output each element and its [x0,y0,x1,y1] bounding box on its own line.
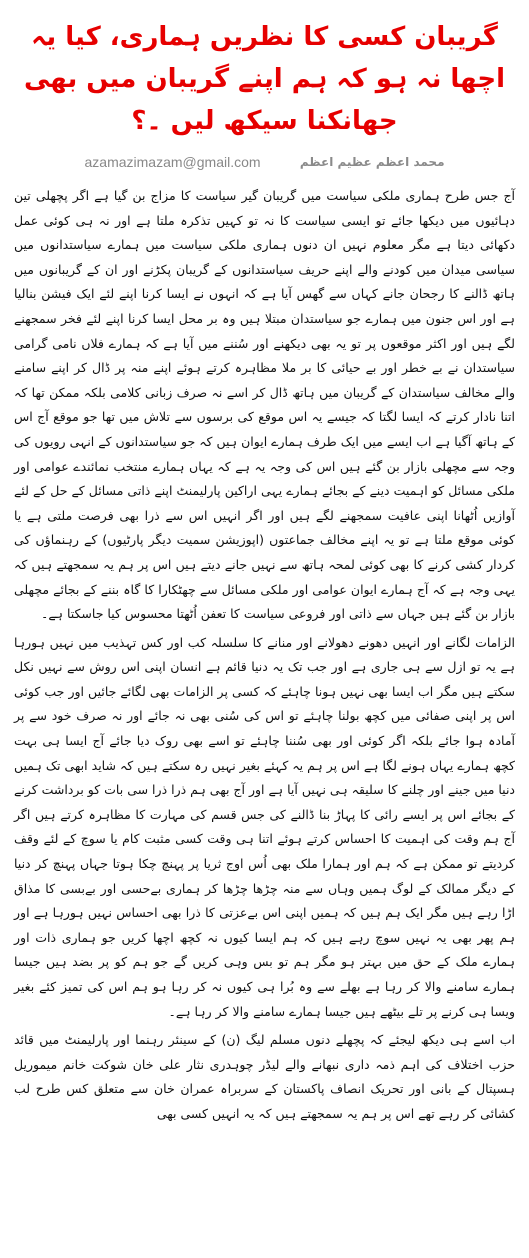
article-paragraph: آج جس طرح ہماری ملکی سیاست میں گریبان گیر سیاست کا مزاج بن گیا ہے اگر پچھلی تین دہائیوں میں دیکھا جائے تو ایسی سیاست کا نہ تو کہیں تذکرہ ملتا ہے اور نہ ہی کوئی عمل دکھائی دیتا ہے مگر معلوم نہیں ان دنوں ہماری ملکی سیاست میں ہمارے سیاستدانوں میں سیاسی میدان میں کودنے والے اپنے حریف سیاستدانوں کے گریبان پکڑنے اور ان کے گریبانوں میں ہاتھ ڈالنے کا رجحان جانے کہاں سے گھس آیا ہے کہ انہوں نے ایسا کرنا اپنے لئے ایک فیشن بنالیا ہے اور اس جنون میں ہمارے جو سیاستدان مبتلا ہیں وہ بر محل ایسا کرنا اپنے لئے فخر سمجھنے لگے ہیں اور اکثر موقعوں پر تو یہ بھی دیکھنے اور سُننے میں آیا ہے کہ ہمارے فلاں نامی گرامی سیاستدان نے بے خطر اور بے حیائی کا بر ملا مظاہرہ کرتے ہوئے اپنے منہ پر ڈال کر اپنے سامنے والے مخالف سیاستدان کے گریبان میں ہاتھ ڈال کر اسے نہ صرف زبانی کلامی بلکہ ممکن تھا کہ اتنا نادار کرتے کہ ایسا لگتا کہ جیسے یہ اس موقع کی برسوں سے تلاش میں تھا جو موقع آج اس کے ہاتھ آگیا ہے اب ایسے میں ایک طرف ہمارے ایوان ہیں کہ جو سیاستدانوں کے انہی رویوں کی وجہ سے مچھلی بازار بن گئے ہیں اس کی وجہ یہ ہے کہ یہاں ہمارے منتخب نمائندے عوامی اور ملکی مسائل کو اہمیت دینے کے بجائے ہمارے یہی اراکین پارلیمنٹ اپنے ذاتی مسائل کے حل کے لئے آوازیں اُٹھانا اپنی عافیت سمجھنے لگے ہیں اور اگر انہیں اس سے ذرا بھی فرصت ملتی ہے یا کوئی موقع ملتا ہے تو یہ اپنے مخالف جماعتوں (اپوزیشن سمیت دیگر پارٹیوں) کے رہنماؤں کی کردار کشی کرنے کا بھی کوئی لمحہ ہاتھ سے نہیں جانے دیتے ہیں اس پر ہم یہ سمجھتے ہیں کہ یہی وجہ ہے کہ آج ہمارے ایوان عوامی اور ملکی مسائل سے چھٹکارا کا گاہ بننے کے بجائے مچھلی بازار بن گئے ہیں جہاں سے ذاتی اور فروعی سیاست کا تعفن اُٹھتا محسوس کیا جاسکتا ہے۔ [14,188,515,622]
author-name: محمد اعظم عظیم اعظم [299,155,445,169]
article-paragraph: اب اسے ہی دیکھ لیجئے کہ پچھلے دنوں مسلم لیگ (ن) کے سینئر رہنما اور پارلیمنٹ میں قائد حزب اختلاف کی اہم ذمہ داری نبھانے والے لیڈر چوہدری نثار علی خان شوکت خانم میموریل ہسپتال کے بانی اور تحریک انصاف پاکستان کے سربراہ عمران خان سے متعلق کس طرح لب کشائی کر رہے تھے اس پر ہم یہ سمجھتے ہیں کہ یہ انہیں کسی بھی [14,1032,515,1121]
byline [85,154,445,170]
author-email[interactable]: azamazimazam@gmail.com [84,154,261,170]
article-headline: گریبان کسی کا نظریں ہماری، کیا یہ اچھا نہ ہو کہ ہم اپنے گریبان میں بھی جھانکنا سیکھ لیں ۔؟ [24,22,505,136]
article-paragraph: الزامات لگانے اور انہیں دھونے دھولانے اور منانے کا سلسلہ کب اور کس تہذیب میں نہیں ہورہا ہے یہ تو ازل سے ہی جاری ہے اور جب تک یہ دنیا قائم ہے انسان اپنی اس روش سے نہیں نکل سکتے ہیں مگر اب ایسا بھی نہیں ہونا چاہئے کہ کسی پر الزامات بھی لگائے جائیں اور جب کوئی اس پر اپنی صفائی میں کچھ بولنا چاہئے تو اس کی سُنی بھی نہ جائے اور نہ صرف خود سے پر آمادہ ہوا جائے بلکہ اگر کوئی اور بھی سُننا چاہئے تو اسے بھی روک دیا جائے آج ایسا ہی بہت کچھ ہمارے یہاں ہونے لگا ہے اس پر ہم یہ کہئے بغیر نہیں رہ سکتے ہیں کہ شاید ابھی تک ہمیں دنیا میں جینے اور چلنے کا سلیقہ ہی نہیں آیا ہے اور آج بھی ہم ذرا ذرا سی بات کو برداشت کرنے کے بجائے اس پر ایسے رائی کا پہاڑ بنا ڈالنے کی جس قسم کی مہارت کا مظاہرہ کرتے ہیں اگر آج ہم وقت کی اہمیت کا احساس کرتے ہوئے اتنا ہی وقت کسی مثبت کام یا سوچ کے لئے وقف کردیتے تو ممکن ہے کہ ہم اور ہمارا ملک بھی اُس اوج ثریا پر پہنچ چکا ہوتا جہاں پہنچ کر دنیا کے دیگر ممالک کے لوگ ہمیں وہاں سے منہ چڑھا چڑھا کر ہماری بےحسی اور بےبسی کا مذاق اڑا رہے ہیں مگر ایک ہم ہیں کہ ہمیں اپنی اس بےعزتی کا ذرا بھی احساس نہیں ہورہا ہے اور ہم پھر بھی یہ نہیں سوچ رہے ہیں کہ ہم ایسا کیوں نہ کچھ اچھا کریں جو ہماری ذات اور ہمارے ملک کے حق میں بہتر ہو مگر ہم تو بس وہی کریں گے جو ہم کو پر بضد ہیں جیسا ہمارے سامنے والا کر رہا ہے بھلے سے وہ بُرا ہی کیوں نہ کر رہا ہو ہم اس کی تمیز کئے بغیر ویسا ہی کرنے پر تلے بیٹھے ہیں جیسا ہمارے سامنے والا کر رہا ہے۔ [14,634,515,1019]
article-body [14,184,515,1127]
